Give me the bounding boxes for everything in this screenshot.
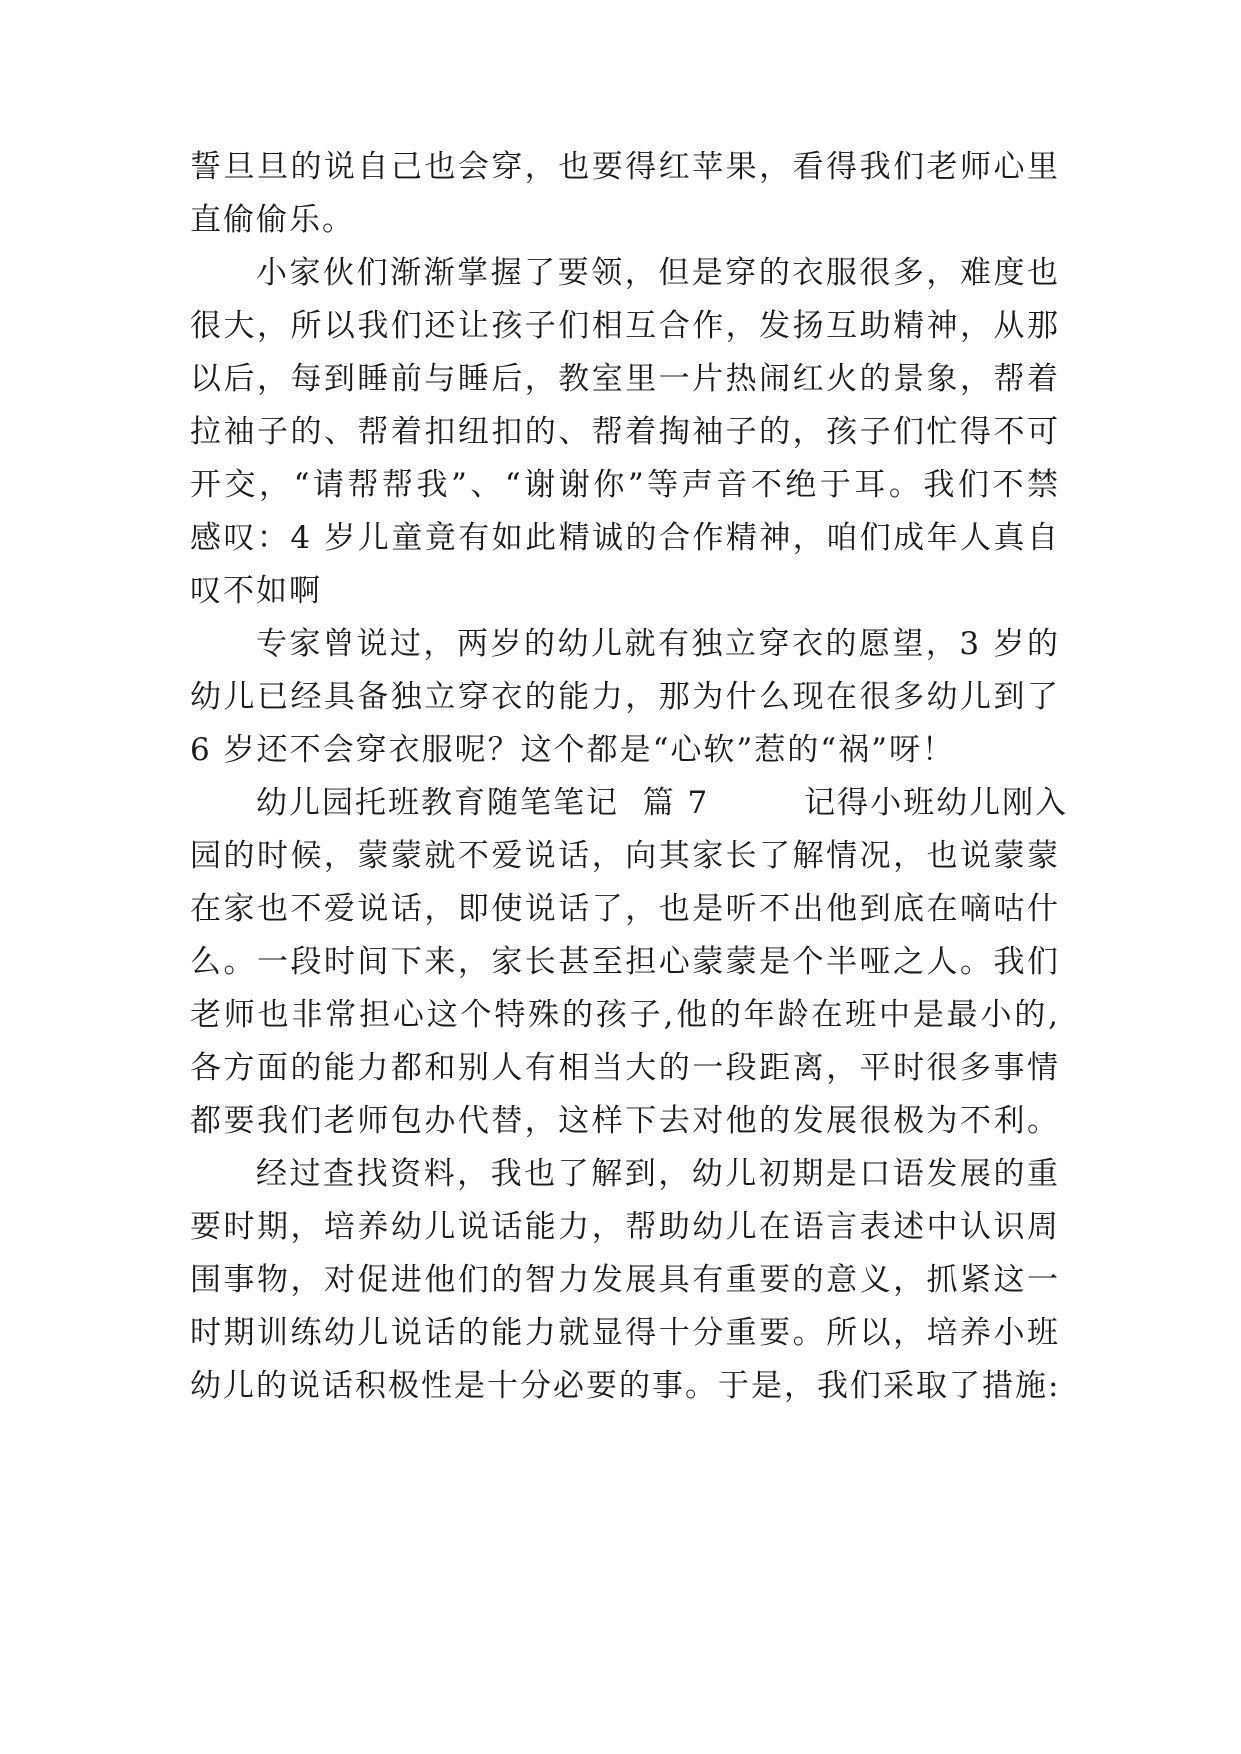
text-line: 开交，“请帮帮我”、“谢谢你”等声音不绝于耳。我们不禁 [190, 467, 1060, 503]
text-line: 各方面的能力都和别人有相当大的一段距离，平时很多事情 [190, 1050, 1060, 1086]
text-line: 老师也非常担心这个特殊的孩子,他的年龄在班中是最小的, [190, 997, 1060, 1033]
text-line: 都要我们老师包办代替，这样下去对他的发展很极为不利。 [190, 1103, 1060, 1139]
text-line: 6 岁还不会穿衣服呢？这个都是“心软”惹的“祸”呀！ [190, 732, 955, 768]
text-line: 在家也不爱说话，即使说话了，也是听不出他到底在嘀咕什 [190, 891, 1060, 927]
text-line: 要时期，培养幼儿说话能力，帮助幼儿在语言表述中认识周 [190, 1209, 1060, 1245]
text-line: 直偷偷乐。 [190, 202, 355, 238]
paragraph-first-line: 经过查找资料，我也了解到，幼儿初期是口语发展的重 [256, 1156, 1060, 1192]
text-line: 幼儿的说话积极性是十分必要的事。于是，我们采取了措施: [190, 1368, 1061, 1404]
text-line: 么。一段时间下来，家长甚至担心蒙蒙是个半哑之人。我们 [190, 944, 1060, 980]
text-line: 园的时候，蒙蒙就不爱说话，向其家长了解情况，也说蒙蒙 [190, 838, 1060, 874]
paragraph-first-line: 专家曾说过，两岁的幼儿就有独立穿衣的愿望，3 岁的 [256, 626, 1060, 662]
text-line: 感叹：4 岁儿童竟有如此精诚的合作精神，咱们成年人真自 [190, 520, 1060, 556]
text-line: 很大，所以我们还让孩子们相互合作，发扬互助精神，从那 [190, 308, 1060, 344]
text-line: 幼儿已经具备独立穿衣的能力，那为什么现在很多幼儿到了 [190, 679, 1060, 715]
text-line: 拉袖子的、帮着扣纽扣的、帮着掏袖子的，孩子们忙得不可 [190, 414, 1060, 450]
text-line: 叹不如啊 [190, 573, 322, 609]
paragraph-first-line: 小家伙们渐渐掌握了要领，但是穿的衣服很多，难度也 [256, 255, 1060, 291]
text-line: 时期训练幼儿说话的能力就显得十分重要。所以，培养小班 [190, 1315, 1060, 1351]
section-heading-line: 幼儿园托班教育随笔笔记 篇 7 记得小班幼儿刚入 [256, 785, 1069, 821]
text-line: 以后，每到睡前与睡后，教室里一片热闹红火的景象，帮着 [190, 361, 1060, 397]
text-line: 围事物，对促进他们的智力发展具有重要的意义，抓紧这一 [190, 1262, 1060, 1298]
text-line: 誓旦旦的说自己也会穿，也要得红苹果，看得我们老师心里 [190, 149, 1060, 185]
